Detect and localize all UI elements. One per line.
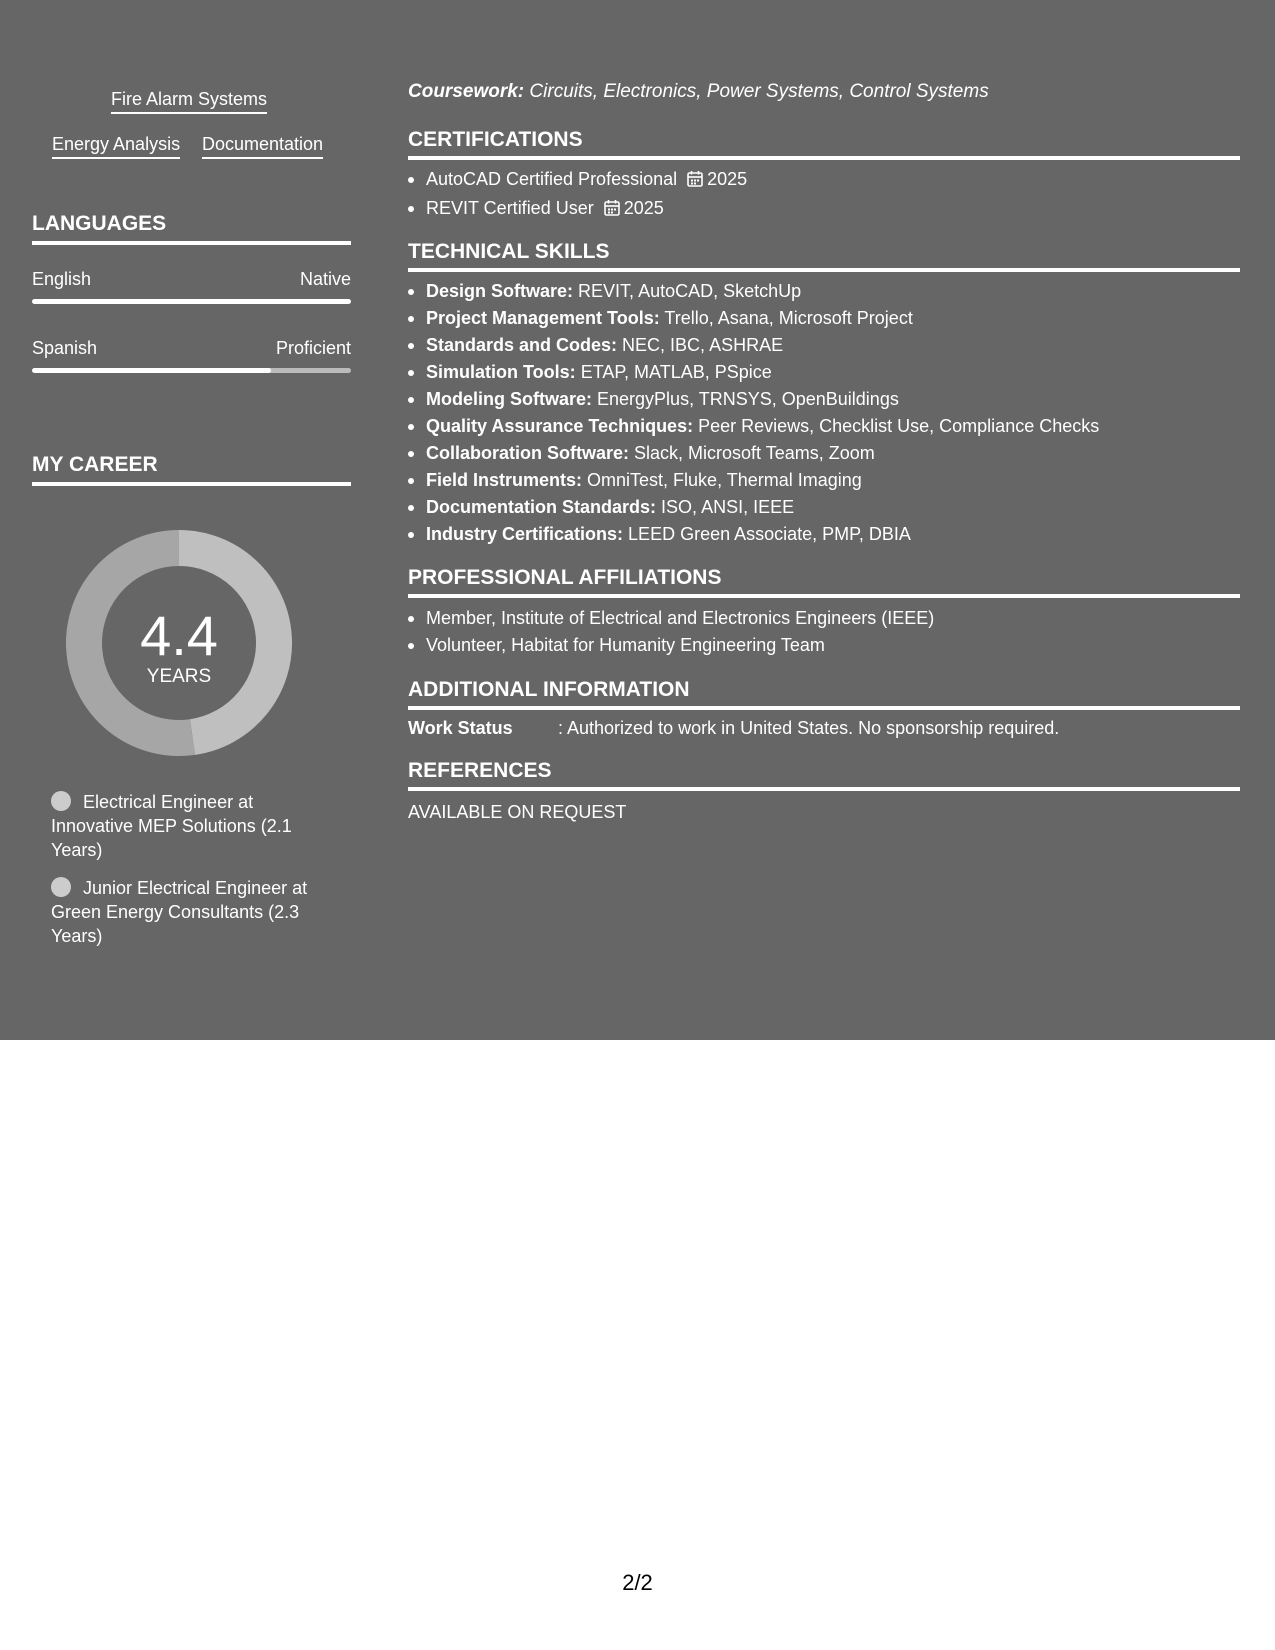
career-role: Junior Electrical Engineer at Green Energy Consultants (2.3 Years) — [51, 878, 308, 946]
legend-dot — [51, 791, 71, 811]
skill-tag: Energy Analysis — [52, 133, 180, 159]
affiliations-title: PROFESSIONAL AFFILIATIONS — [408, 566, 722, 589]
skill-item — [426, 440, 1099, 467]
certification-item — [426, 195, 747, 224]
section-divider — [32, 241, 351, 245]
skill-tag: Documentation — [202, 133, 323, 159]
affiliation-item: Volunteer, Habitat for Humanity Engineering Team — [426, 632, 934, 659]
career-donut-chart — [66, 530, 292, 756]
career-legend-item — [51, 876, 321, 948]
skill-item — [426, 359, 1099, 386]
skill-label: Design Software: — [426, 281, 574, 301]
certification-item — [426, 166, 747, 195]
technical-skills-title: TECHNICAL SKILLS — [408, 240, 610, 263]
skill-item — [426, 278, 1099, 305]
language-proficiency-fill — [32, 299, 351, 304]
technical-skills-list — [408, 278, 1099, 548]
coursework-text: Circuits, Electronics, Power Systems, Control Systems — [529, 81, 989, 102]
certification-year: 2025 — [707, 169, 748, 189]
section-divider — [408, 594, 1240, 598]
certifications-list — [408, 166, 747, 224]
skill-value: LEED Green Associate, PMP, DBIA — [628, 524, 911, 544]
skill-label: Standards and Codes: — [426, 335, 618, 355]
section-divider — [408, 787, 1240, 791]
certification-name: REVIT Certified User — [426, 198, 594, 218]
language-proficiency-bar — [32, 368, 351, 373]
affiliations-list — [408, 605, 934, 659]
career-legend-item — [51, 790, 321, 862]
skill-label: Documentation Standards: — [426, 497, 657, 517]
language-proficiency-fill — [32, 368, 271, 373]
skill-label: Quality Assurance Techniques: — [426, 416, 694, 436]
calendar-icon — [604, 197, 620, 224]
skill-value: Trello, Asana, Microsoft Project — [664, 308, 913, 328]
skill-value: ETAP, MATLAB, PSpice — [580, 362, 772, 382]
references-title: REFERENCES — [408, 759, 552, 782]
skill-label: Project Management Tools: — [426, 308, 660, 328]
skill-item — [426, 305, 1099, 332]
additional-info-title: ADDITIONAL INFORMATION — [408, 678, 690, 701]
skill-label: Field Instruments: — [426, 470, 583, 490]
certification-name: AutoCAD Certified Professional — [426, 169, 678, 189]
section-divider — [408, 156, 1240, 160]
career-title: MY CAREER — [32, 453, 158, 476]
references-text: AVAILABLE ON REQUEST — [408, 802, 627, 822]
certification-year: 2025 — [623, 198, 664, 218]
skill-label: Modeling Software: — [426, 389, 592, 409]
career-role: Electrical Engineer at Innovative MEP Solutions (2.1 Years) — [51, 792, 292, 860]
career-years-unit: YEARS — [146, 666, 212, 687]
language-name: Spanish — [32, 338, 98, 358]
skill-label: Collaboration Software: — [426, 443, 630, 463]
coursework-label: Coursework: — [408, 81, 525, 102]
certifications-title: CERTIFICATIONS — [408, 128, 583, 151]
calendar-icon — [687, 168, 703, 195]
language-proficiency-bar — [32, 299, 351, 304]
skill-value: OmniTest, Fluke, Thermal Imaging — [587, 470, 862, 490]
language-name: English — [32, 269, 92, 289]
skill-item — [426, 386, 1099, 413]
work-status-label: Work Status — [408, 718, 513, 738]
skill-value: Peer Reviews, Checklist Use, Compliance Checks — [698, 416, 1100, 436]
skill-value: Slack, Microsoft Teams, Zoom — [634, 443, 875, 463]
language-level: Proficient — [275, 338, 351, 358]
section-divider — [408, 706, 1240, 710]
skill-item — [426, 413, 1099, 440]
skill-value: ISO, ANSI, IEEE — [661, 497, 795, 517]
section-divider — [32, 482, 351, 486]
language-level: Native — [299, 269, 351, 289]
languages-title: LANGUAGES — [32, 212, 167, 235]
skill-value: REVIT, AutoCAD, SketchUp — [578, 281, 802, 301]
affiliation-item: Member, Institute of Electrical and Electronics Engineers (IEEE) — [426, 605, 934, 632]
skill-label: Simulation Tools: — [426, 362, 576, 382]
work-status-value: : Authorized to work in United States. No sponsorship required. — [558, 718, 1060, 738]
section-divider — [408, 268, 1240, 272]
skill-tag: Fire Alarm Systems — [111, 88, 267, 114]
skill-value: EnergyPlus, TRNSYS, OpenBuildings — [597, 389, 899, 409]
legend-dot — [51, 877, 71, 897]
page-number: 2/2 — [622, 1570, 653, 1595]
skill-item — [426, 467, 1099, 494]
skill-item — [426, 521, 1099, 548]
career-total-years: 4.4 — [140, 604, 218, 667]
coursework-line — [408, 80, 989, 104]
skill-item — [426, 494, 1099, 521]
skill-value: NEC, IBC, ASHRAE — [622, 335, 784, 355]
skill-label: Industry Certifications: — [426, 524, 624, 544]
skill-item — [426, 332, 1099, 359]
